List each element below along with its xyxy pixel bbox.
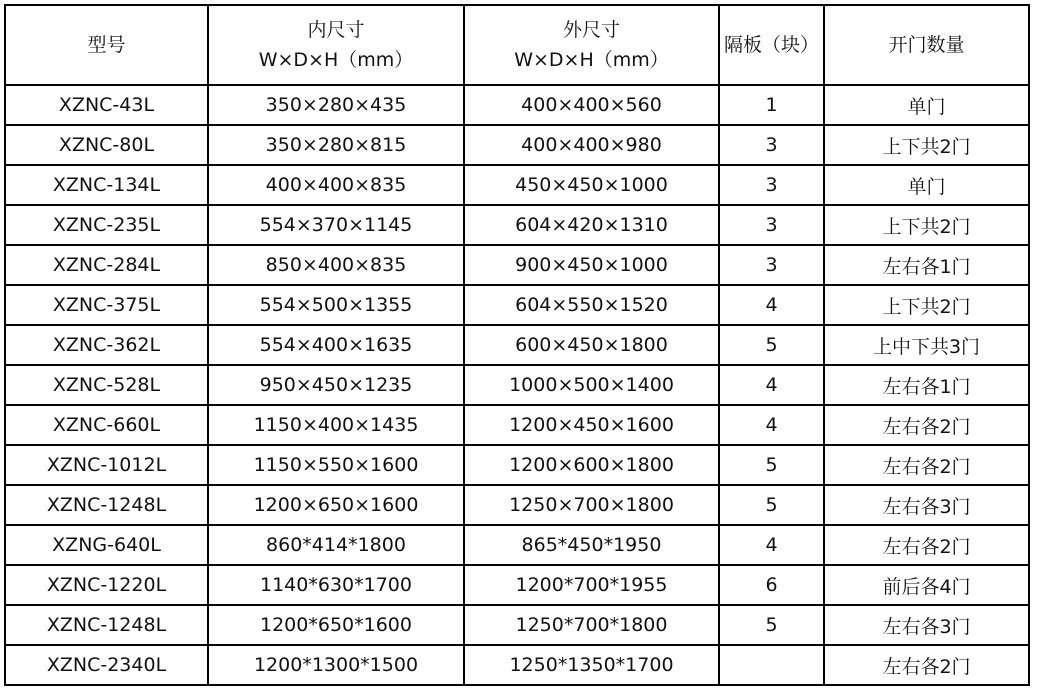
header-row [5,5,1029,85]
cell-model: XZNC-1220L [5,565,208,605]
header-shelves: 隔板（块） [719,5,824,85]
cell-inner-size: 1150×400×1435 [208,405,464,445]
cell-outer-size: 865*450*1950 [464,525,719,565]
cell-inner-size: 1200*1300*1500 [208,645,464,685]
cell-shelves: 4 [719,365,824,405]
table-row [5,605,1029,645]
header-outer-unit: W×D×H（mm） [514,49,669,71]
cell-doors: 左右各2门 [824,645,1029,685]
header-model: 型号 [5,5,208,85]
cell-outer-size: 1200*700*1955 [464,565,719,605]
cell-shelves: 4 [719,525,824,565]
cell-outer-size: 450×450×1000 [464,165,719,205]
cell-inner-size: 1200*650*1600 [208,605,464,645]
cell-shelves: 4 [719,285,824,325]
cell-model: XZNC-235L [5,205,208,245]
cell-outer-size: 600×450×1800 [464,325,719,365]
table-body [5,85,1029,685]
cell-doors: 上中下共3门 [824,325,1029,365]
cell-inner-size: 860*414*1800 [208,525,464,565]
cell-shelves: 5 [719,605,824,645]
cell-shelves: 3 [719,205,824,245]
header-inner-unit: W×D×H（mm） [258,49,414,71]
cell-inner-size: 554×370×1145 [208,205,464,245]
cell-inner-size: 554×400×1635 [208,325,464,365]
table-row [5,325,1029,365]
cell-doors: 左右各2门 [824,405,1029,445]
cell-outer-size: 400×400×560 [464,85,719,125]
cell-model: XZNG-640L [5,525,208,565]
cell-model: XZNC-1248L [5,485,208,525]
table-row [5,525,1029,565]
cell-inner-size: 850×400×835 [208,245,464,285]
cell-outer-size: 1250*1350*1700 [464,645,719,685]
header-outer-size [464,5,719,85]
cell-shelves: 3 [719,125,824,165]
cell-model: XZNC-528L [5,365,208,405]
cell-doors: 左右各1门 [824,365,1029,405]
cell-model: XZNC-80L [5,125,208,165]
cell-model: XZNC-2340L [5,645,208,685]
table-row [5,365,1029,405]
cell-model: XZNC-134L [5,165,208,205]
table-row [5,85,1029,125]
cell-outer-size: 1200×600×1800 [464,445,719,485]
cell-inner-size: 400×400×835 [208,165,464,205]
table-row [5,485,1029,525]
cell-outer-size: 1000×500×1400 [464,365,719,405]
cell-inner-size: 350×280×815 [208,125,464,165]
cell-outer-size: 900×450×1000 [464,245,719,285]
table-row [5,285,1029,325]
cell-inner-size: 1140*630*1700 [208,565,464,605]
header-inner-title: 内尺寸 [307,19,365,41]
cell-model: XZNC-375L [5,285,208,325]
cell-model: XZNC-1248L [5,605,208,645]
table-row [5,125,1029,165]
cell-doors: 上下共2门 [824,205,1029,245]
cell-inner-size: 1150×550×1600 [208,445,464,485]
table-row [5,445,1029,485]
table-row [5,205,1029,245]
cell-doors: 左右各2门 [824,525,1029,565]
cell-outer-size: 1250*700*1800 [464,605,719,645]
cell-doors: 左右各2门 [824,445,1029,485]
cell-outer-size: 604×550×1520 [464,285,719,325]
cell-shelves: 5 [719,445,824,485]
cell-doors: 左右各3门 [824,605,1029,645]
header-inner-size [208,5,464,85]
table-row [5,565,1029,605]
cell-model: XZNC-1012L [5,445,208,485]
cell-outer-size: 1200×450×1600 [464,405,719,445]
cell-inner-size: 554×500×1355 [208,285,464,325]
cell-doors: 单门 [824,165,1029,205]
cell-doors: 左右各1门 [824,245,1029,285]
table-row [5,645,1029,685]
cell-doors: 左右各3门 [824,485,1029,525]
cell-inner-size: 350×280×435 [208,85,464,125]
cell-model: XZNC-284L [5,245,208,285]
table-row [5,405,1029,445]
cell-doors: 上下共2门 [824,285,1029,325]
cell-shelves: 3 [719,245,824,285]
cell-shelves: 3 [719,165,824,205]
cell-doors: 上下共2门 [824,125,1029,165]
cell-outer-size: 400×400×980 [464,125,719,165]
cell-model: XZNC-43L [5,85,208,125]
header-doors: 开门数量 [824,5,1029,85]
cell-inner-size: 950×450×1235 [208,365,464,405]
cell-shelves: 1 [719,85,824,125]
cell-model: XZNC-362L [5,325,208,365]
cell-shelves: 5 [719,325,824,365]
cell-outer-size: 604×420×1310 [464,205,719,245]
cell-model: XZNC-660L [5,405,208,445]
cell-outer-size: 1250×700×1800 [464,485,719,525]
cell-inner-size: 1200×650×1600 [208,485,464,525]
header-outer-title: 外尺寸 [562,19,620,41]
table-header [5,5,1029,85]
cell-doors: 单门 [824,85,1029,125]
cell-shelves: 6 [719,565,824,605]
cell-doors: 前后各4门 [824,565,1029,605]
table-row [5,245,1029,285]
cell-shelves [719,645,824,685]
spec-table [4,4,1030,686]
cell-shelves: 4 [719,405,824,445]
table-row [5,165,1029,205]
cell-shelves: 5 [719,485,824,525]
